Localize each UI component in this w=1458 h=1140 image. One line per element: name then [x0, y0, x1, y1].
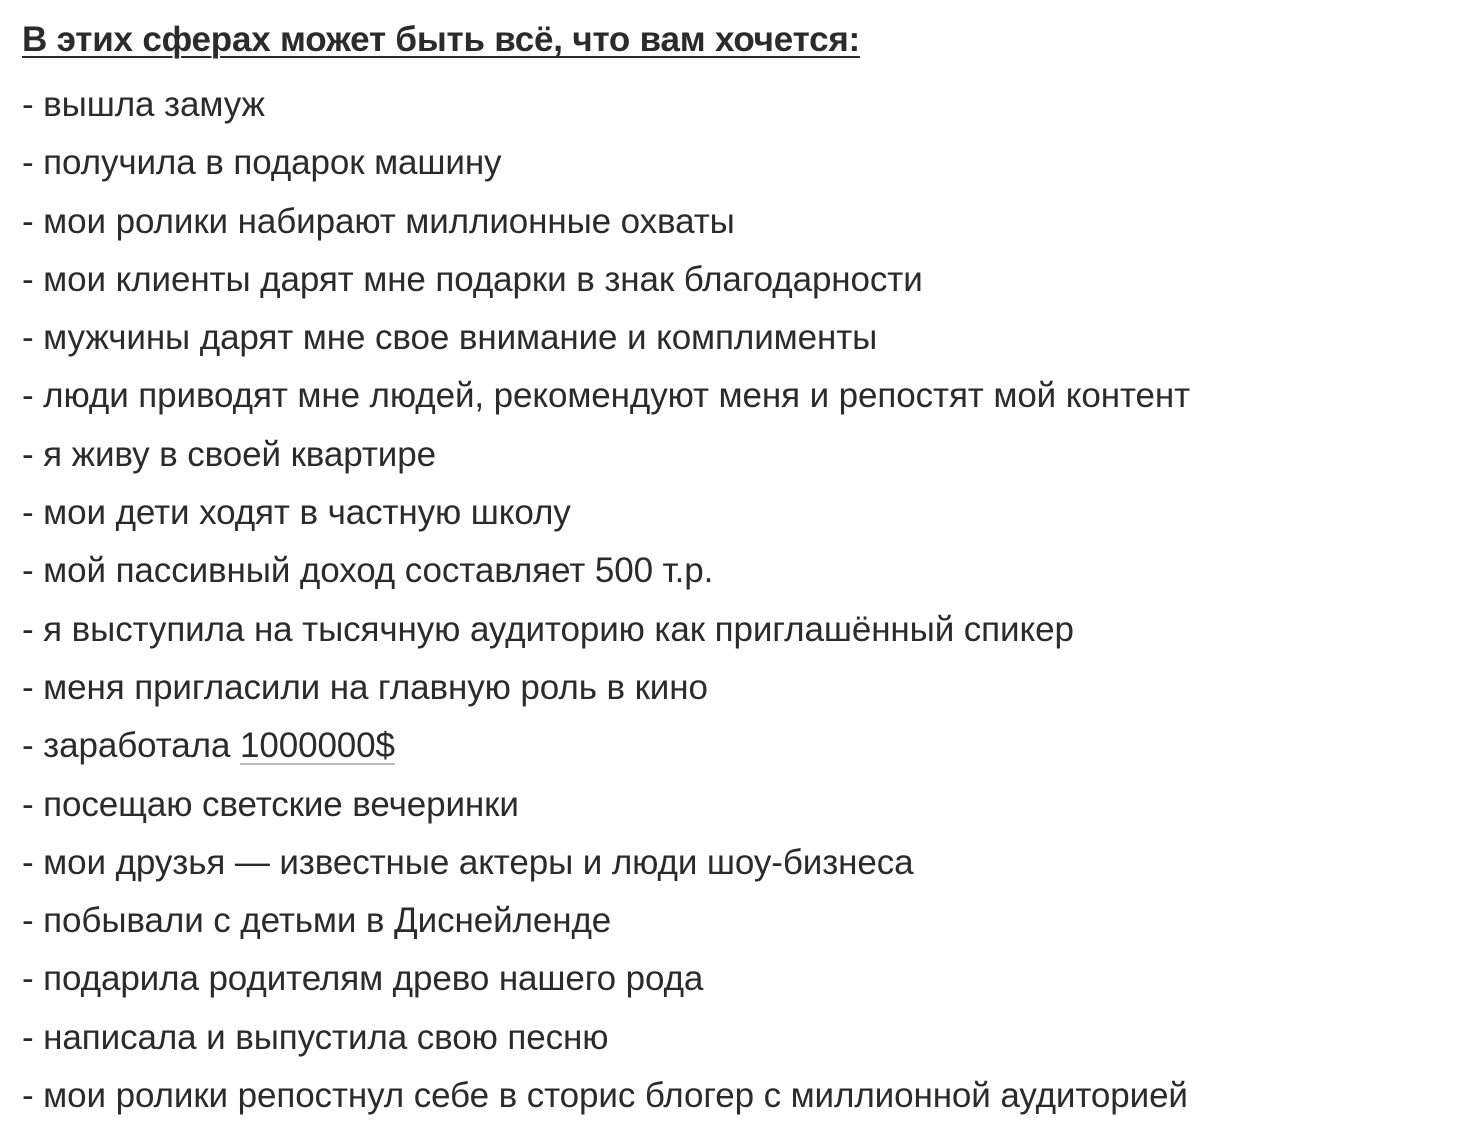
list-item-text: - написала и выпустила свою песню	[22, 1017, 609, 1057]
list-item	[22, 367, 1458, 425]
list-item	[22, 484, 1458, 542]
list-item	[22, 426, 1458, 484]
list-item	[22, 1067, 1458, 1125]
list-item-text: - посещаю светские вечеринки	[22, 784, 519, 824]
list-item	[22, 950, 1458, 1008]
list-item	[22, 309, 1458, 367]
list-item	[22, 1009, 1458, 1067]
list-item-text: - получила в подарок машину	[22, 143, 502, 183]
list-item-text: - вышла замуж	[22, 85, 265, 124]
list-item-text: - мои дети ходят в частную школу	[22, 493, 571, 533]
list-item-text: - люди приводят мне людей, рекомендуют меня и репостят мой контент	[22, 376, 1191, 416]
list-item-text: - мой пассивный доход составляет 500 т.р.	[22, 551, 714, 591]
list-item-text: - мои ролики репостнул себе в сторис блогер с миллионной аудиторией	[22, 1076, 1188, 1116]
list-item	[22, 76, 1458, 134]
list-item	[22, 601, 1458, 659]
list-item-text: - я выступила на тысячную аудиторию как приглашённый спикер	[22, 609, 1074, 649]
list-item-text: - я живу в своей квартире	[22, 434, 436, 474]
list-item	[22, 251, 1458, 309]
list-item	[22, 542, 1458, 600]
wish-list	[22, 76, 1458, 1125]
amount-link[interactable]: 1000000$	[239, 726, 395, 766]
list-item-text: - мои ролики набирают миллионные охваты	[22, 201, 735, 241]
list-item-text: - меня пригласили на главную роль в кино	[22, 667, 708, 707]
list-item	[22, 134, 1458, 192]
list-item	[22, 717, 1458, 775]
list-item-text: - мужчины дарят мне свое внимание и комплименты	[22, 318, 878, 358]
list-item-text: - мои друзья — известные актеры и люди шоу-бизнеса	[22, 842, 914, 882]
list-item-text: - подарила родителям древо нашего рода	[22, 959, 704, 999]
list-item	[22, 892, 1458, 950]
page-heading: В этих сферах может быть всё, что вам хочется:	[22, 20, 861, 59]
list-item	[22, 776, 1458, 834]
list-item	[22, 659, 1458, 717]
list-item	[22, 834, 1458, 892]
list-item	[22, 193, 1458, 251]
list-item-text: - мои клиенты дарят мне подарки в знак благодарности	[22, 259, 923, 299]
list-item-text: - заработала	[22, 726, 240, 766]
list-item-text: - побывали с детьми в Диснейленде	[22, 901, 612, 941]
